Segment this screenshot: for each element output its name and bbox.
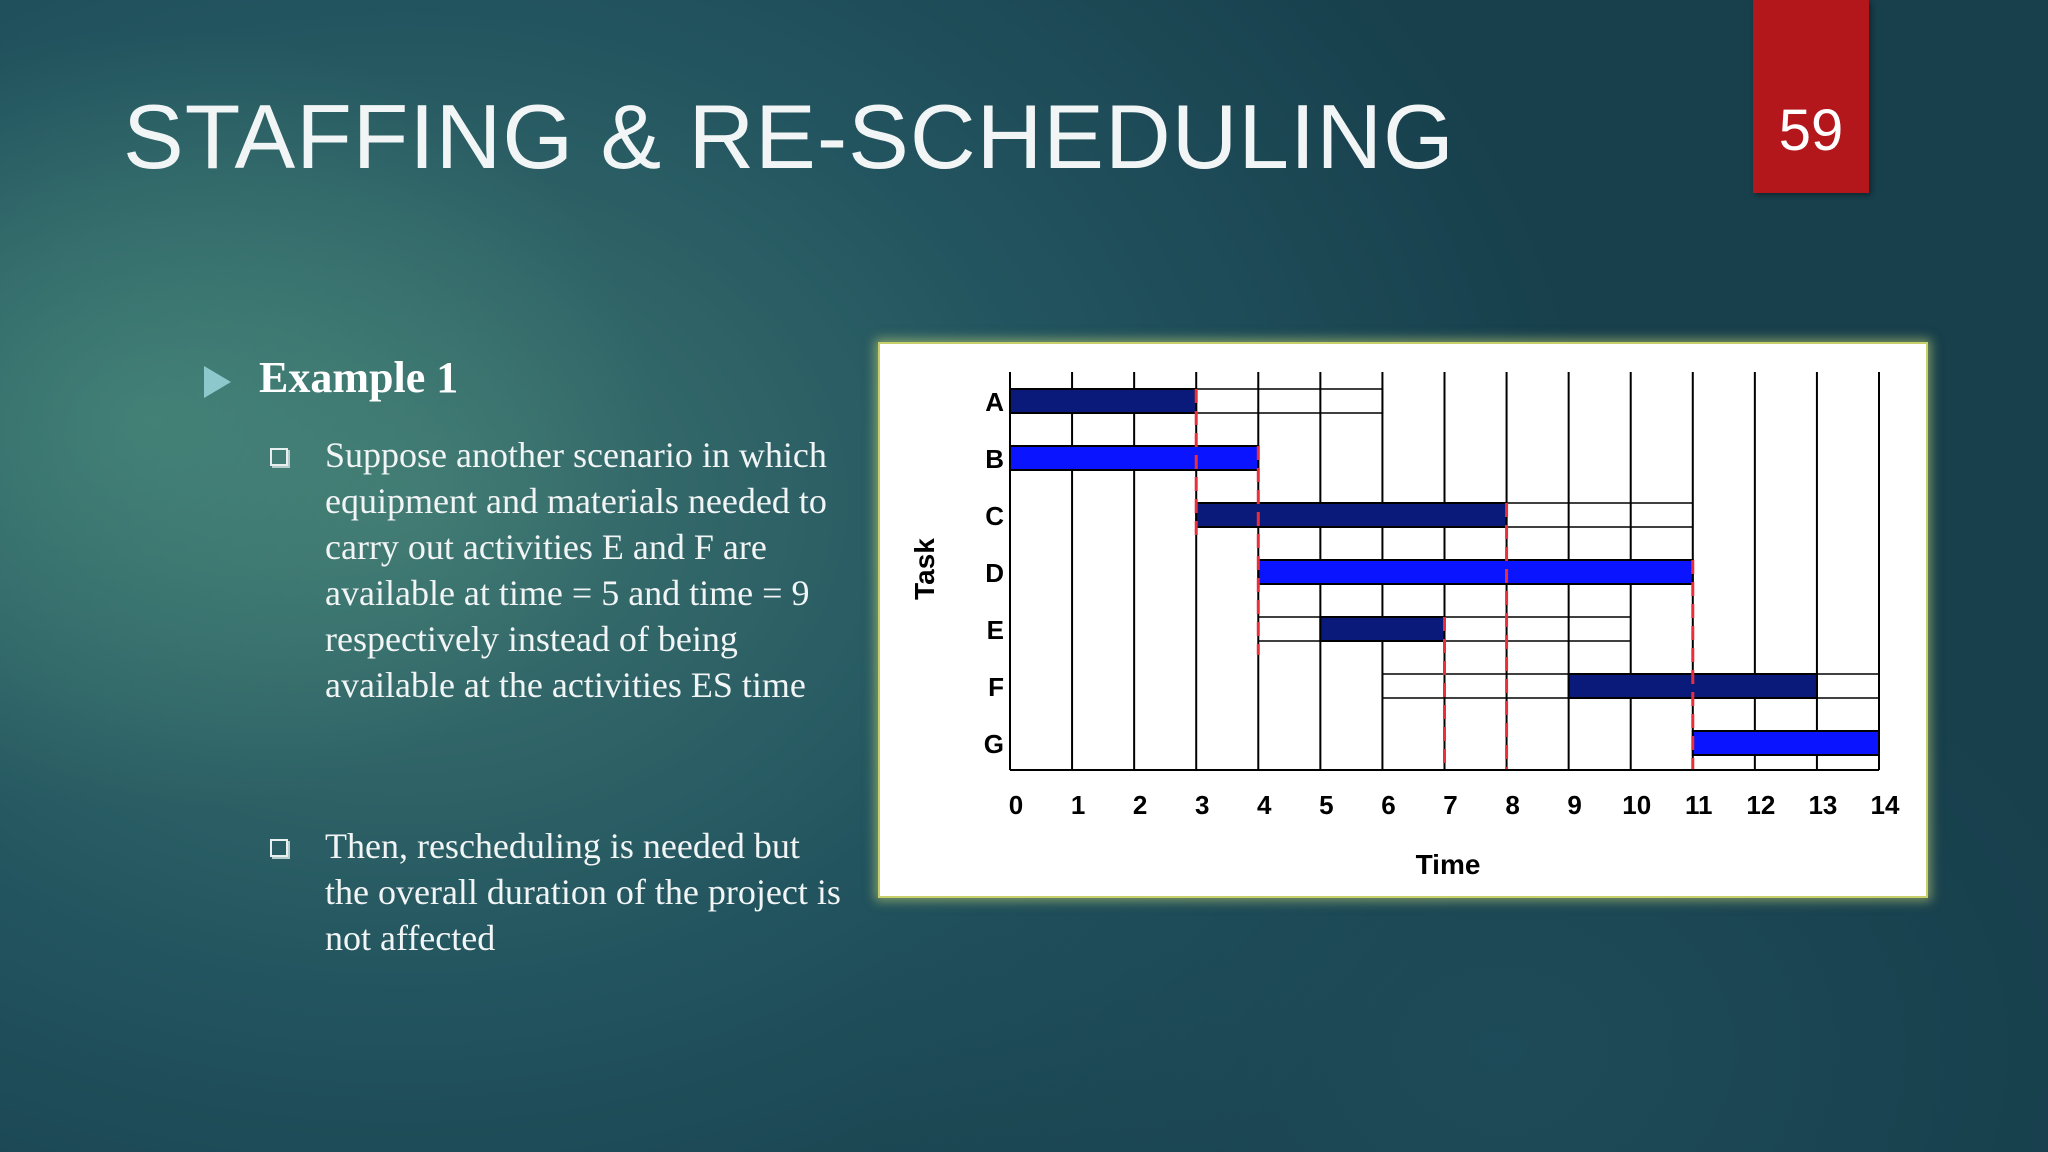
bullet-text: Then, rescheduling is needed but the overall duration of the project is not affected [325, 826, 841, 958]
x-tick-label: 13 [1808, 790, 1838, 820]
slide-title: STAFFING & RE-SCHEDULING [123, 87, 1455, 188]
x-tick-label: 2 [1132, 790, 1148, 820]
x-tick-label: 9 [1567, 790, 1582, 820]
task-bar [1320, 617, 1444, 641]
x-tick-label: 12 [1746, 790, 1776, 820]
checkbox-bullet-icon [270, 448, 288, 466]
x-tick-label: 7 [1443, 790, 1458, 820]
task-label: B [985, 444, 1004, 474]
task-bar [1258, 560, 1693, 584]
task-label: A [985, 387, 1004, 417]
x-tick-label: 14 [1870, 790, 1900, 820]
x-tick-label: 1 [1070, 790, 1086, 820]
gantt-chart-frame [878, 342, 1928, 898]
task-bar [1196, 503, 1506, 527]
task-bar [1010, 389, 1196, 413]
x-tick-label: 8 [1505, 790, 1520, 820]
x-tick-label: 3 [1194, 790, 1210, 820]
task-label: C [985, 501, 1004, 531]
task-label: G [983, 729, 1004, 759]
page-number: 59 [1778, 98, 1844, 163]
bullet-text: Suppose another scenario in which equipment and materials needed to carry out activities E and F are available at time = 5 and time = 9 respectively instead of being available at the activities ES time [325, 435, 827, 705]
x-axis-label: Time [1415, 849, 1481, 880]
y-axis-label: Task [909, 538, 940, 600]
x-tick-label: 4 [1257, 790, 1272, 820]
task-label: E [986, 615, 1004, 645]
checkbox-bullet-icon [270, 839, 288, 857]
x-tick-label: 10 [1622, 790, 1652, 820]
x-tick-label: 11 [1685, 790, 1713, 820]
task-label: F [988, 672, 1004, 702]
x-tick-label: 6 [1381, 790, 1396, 820]
gantt-chart [880, 344, 1926, 896]
x-tick-label: 5 [1319, 790, 1334, 820]
page-number-badge [1753, 0, 1869, 193]
triangle-bullet-icon [204, 366, 231, 398]
task-label: D [985, 558, 1004, 588]
x-tick-label: 0 [1008, 790, 1024, 820]
task-bar [1693, 731, 1879, 755]
example-heading: Example 1 [259, 353, 459, 402]
task-bar [1010, 446, 1258, 470]
